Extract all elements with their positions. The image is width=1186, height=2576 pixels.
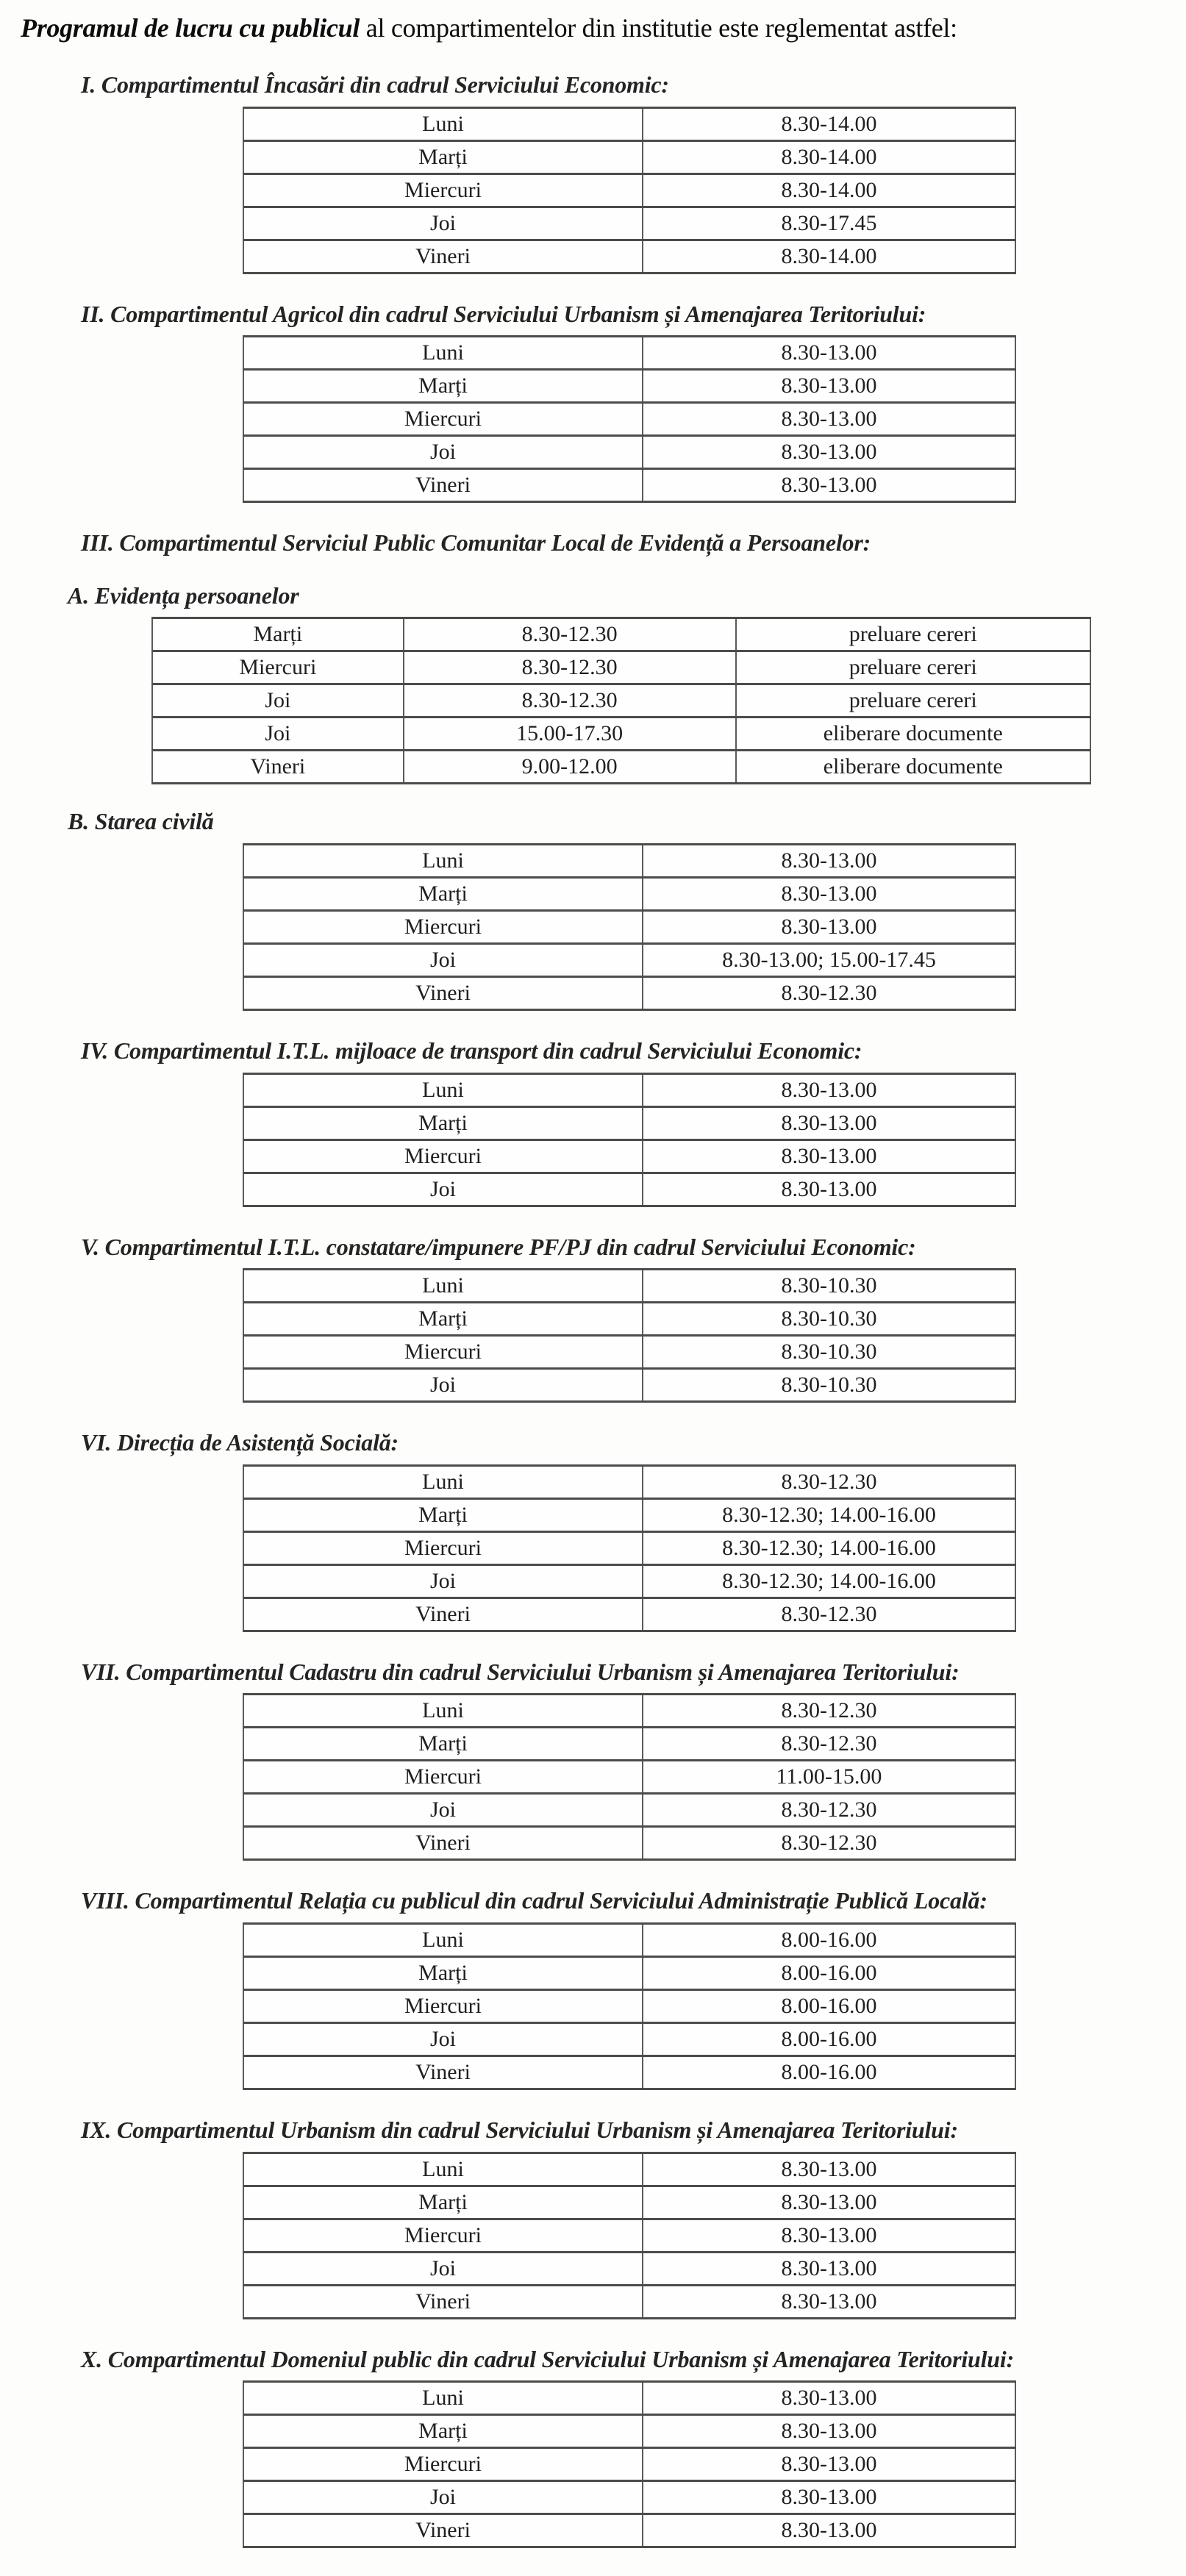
- day-cell: Joi: [243, 2022, 643, 2056]
- day-cell: Joi: [243, 2252, 643, 2285]
- hours-cell: 8.30-13.00: [643, 2448, 1015, 2481]
- schedule-row: [243, 1728, 1015, 1761]
- schedule-row: [243, 2022, 1015, 2056]
- hours-cell: 8.30-12.30; 14.00-16.00: [643, 1498, 1015, 1531]
- section-heading: VII. Compartimentul Cadastru din cadrul Serviciului Urbanism și Amenajarea Teritoriului:: [81, 1658, 960, 1685]
- day-cell: Luni: [243, 1270, 643, 1303]
- schedule-row: [243, 1989, 1015, 2022]
- schedule-table: [243, 107, 1016, 274]
- schedule-table: [243, 2152, 1016, 2319]
- schedule-table: [151, 617, 1091, 784]
- schedule-table: [243, 1922, 1016, 2090]
- hours-cell: 15.00-17.30: [404, 718, 736, 751]
- day-cell: Vineri: [243, 2285, 643, 2318]
- day-cell: Luni: [243, 1465, 643, 1498]
- title-rest: al compartimentelor din institutie este reglementat astfel:: [360, 13, 957, 43]
- hours-cell: 8.30-13.00: [643, 2382, 1015, 2415]
- schedule-row: [243, 877, 1015, 910]
- day-cell: Marți: [152, 618, 404, 651]
- schedule-table: [243, 1693, 1016, 1861]
- schedule-section: [21, 1036, 1164, 1207]
- day-cell: Joi: [243, 1173, 643, 1206]
- day-cell: Miercuri: [243, 1531, 643, 1564]
- day-cell: Marți: [243, 370, 643, 403]
- schedule-table: [243, 843, 1016, 1011]
- schedule-row: [243, 2448, 1015, 2481]
- hours-cell: 8.30-14.00: [643, 140, 1015, 173]
- hours-cell: 8.30-13.00: [643, 2219, 1015, 2252]
- hours-cell: 8.30-13.00: [643, 370, 1015, 403]
- hours-cell: 8.30-13.00: [643, 2285, 1015, 2318]
- schedule-row: [243, 1369, 1015, 1402]
- schedule-row: [243, 1336, 1015, 1369]
- schedule-row: [152, 718, 1090, 751]
- hours-cell: 8.30-14.00: [643, 107, 1015, 140]
- hours-cell: 8.00-16.00: [643, 1923, 1015, 1956]
- day-cell: Vineri: [243, 469, 643, 502]
- hours-cell: 11.00-15.00: [643, 1761, 1015, 1794]
- schedule-row: [243, 1073, 1015, 1106]
- day-cell: Joi: [243, 1369, 643, 1402]
- hours-cell: 8.30-13.00: [643, 910, 1015, 943]
- hours-cell: 8.00-16.00: [643, 2022, 1015, 2056]
- hours-cell: 8.30-13.00: [643, 877, 1015, 910]
- day-cell: Joi: [243, 1794, 643, 1827]
- schedule-row: [243, 436, 1015, 469]
- hours-cell: 8.30-13.00: [643, 337, 1015, 370]
- title-emphasis: Programul de lucru cu publicul: [21, 13, 360, 43]
- hours-cell: 8.30-12.30: [643, 1465, 1015, 1498]
- schedule-row: [243, 844, 1015, 877]
- schedule-section: [21, 1657, 1164, 1861]
- schedule-row: [243, 1923, 1015, 1956]
- day-cell: Luni: [243, 1923, 643, 1956]
- activity-cell: preluare cereri: [736, 651, 1090, 684]
- schedule-row: [243, 1303, 1015, 1336]
- day-cell: Marți: [243, 1303, 643, 1336]
- day-cell: Vineri: [152, 751, 404, 784]
- day-cell: Miercuri: [243, 2448, 643, 2481]
- schedule-section: [21, 70, 1164, 274]
- schedule-row: [152, 651, 1090, 684]
- day-cell: Vineri: [243, 2514, 643, 2547]
- day-cell: Vineri: [243, 2056, 643, 2089]
- schedule-row: [243, 173, 1015, 207]
- day-cell: Luni: [243, 844, 643, 877]
- day-cell: Marți: [243, 2186, 643, 2219]
- schedule-section: [21, 1232, 1164, 1403]
- activity-cell: eliberare documente: [736, 718, 1090, 751]
- hours-cell: 8.30-12.30: [643, 1794, 1015, 1827]
- hours-cell: 8.30-13.00: [643, 1073, 1015, 1106]
- section-heading: IV. Compartimentul I.T.L. mijloace de transport din cadrul Serviciului Economic:: [81, 1037, 862, 1064]
- schedule-row: [243, 1564, 1015, 1598]
- sections-container: [21, 70, 1164, 2548]
- schedule-row: [243, 370, 1015, 403]
- schedule-row: [243, 2285, 1015, 2318]
- schedule-table-body: [243, 1270, 1015, 1402]
- hours-cell: 8.30-10.30: [643, 1303, 1015, 1336]
- section-heading: B. Starea civilă: [68, 808, 214, 835]
- schedule-row: [243, 2481, 1015, 2514]
- schedule-row: [243, 1531, 1015, 1564]
- day-cell: Marți: [243, 1498, 643, 1531]
- schedule-table-body: [243, 107, 1015, 273]
- schedule-row: [243, 1695, 1015, 1728]
- section-heading: X. Compartimentul Domeniul public din cadrul Serviciului Urbanism și Amenajarea Teritoriului:: [81, 2345, 1015, 2372]
- schedule-section: [21, 581, 1164, 785]
- day-cell: Luni: [243, 2153, 643, 2186]
- schedule-section: [21, 528, 1164, 559]
- hours-cell: 8.30-14.00: [643, 240, 1015, 273]
- schedule-table-body: [243, 844, 1015, 1009]
- section-heading: VIII. Compartimentul Relația cu publicul din cadrul Serviciului Administrație Publică Locală:: [81, 1887, 987, 1914]
- schedule-row: [243, 2186, 1015, 2219]
- day-cell: Miercuri: [243, 1989, 643, 2022]
- schedule-table-body: [243, 2153, 1015, 2318]
- schedule-row: [243, 1270, 1015, 1303]
- schedule-table-body: [243, 1695, 1015, 1860]
- hours-cell: 8.30-17.45: [643, 207, 1015, 240]
- day-cell: Luni: [243, 337, 643, 370]
- schedule-row: [152, 618, 1090, 651]
- schedule-row: [243, 1173, 1015, 1206]
- day-cell: Marți: [243, 877, 643, 910]
- schedule-row: [243, 140, 1015, 173]
- schedule-row: [243, 2219, 1015, 2252]
- schedule-row: [243, 2382, 1015, 2415]
- day-cell: Vineri: [243, 1827, 643, 1860]
- hours-cell: 8.30-13.00: [643, 2252, 1015, 2285]
- hours-cell: 8.30-12.30: [404, 651, 736, 684]
- hours-cell: 8.30-12.30: [643, 1598, 1015, 1631]
- section-heading: II. Compartimentul Agricol din cadrul Serviciului Urbanism și Amenajarea Teritoriului:: [81, 300, 926, 327]
- day-cell: Joi: [243, 436, 643, 469]
- section-heading: VI. Direcția de Asistență Socială:: [81, 1429, 399, 1456]
- day-cell: Miercuri: [152, 651, 404, 684]
- schedule-table: [243, 1268, 1016, 1403]
- hours-cell: 8.30-10.30: [643, 1369, 1015, 1402]
- schedule-row: [243, 2514, 1015, 2547]
- section-heading: V. Compartimentul I.T.L. constatare/impunere PF/PJ din cadrul Serviciului Economic:: [81, 1233, 916, 1260]
- schedule-row: [243, 1106, 1015, 1139]
- hours-cell: 8.30-12.30: [643, 976, 1015, 1009]
- schedule-row: [243, 1465, 1015, 1498]
- hours-cell: 8.30-13.00: [643, 436, 1015, 469]
- hours-cell: 8.30-12.30: [643, 1695, 1015, 1728]
- day-cell: Vineri: [243, 976, 643, 1009]
- day-cell: Joi: [243, 943, 643, 976]
- schedule-table: [243, 2380, 1016, 2548]
- day-cell: Marți: [243, 1106, 643, 1139]
- hours-cell: 8.30-13.00: [643, 2514, 1015, 2547]
- day-cell: Luni: [243, 1073, 643, 1106]
- schedule-table: [243, 1464, 1016, 1632]
- schedule-row: [243, 943, 1015, 976]
- schedule-table-body: [243, 337, 1015, 502]
- hours-cell: 8.30-13.00: [643, 403, 1015, 436]
- day-cell: Marți: [243, 140, 643, 173]
- schedule-row: [243, 107, 1015, 140]
- day-cell: Joi: [243, 207, 643, 240]
- day-cell: Marți: [243, 1728, 643, 1761]
- section-heading: I. Compartimentul Încasări din cadrul Serviciului Economic:: [81, 71, 669, 98]
- schedule-row: [243, 1761, 1015, 1794]
- hours-cell: 8.30-12.30: [643, 1827, 1015, 1860]
- day-cell: Joi: [152, 718, 404, 751]
- day-cell: Miercuri: [243, 403, 643, 436]
- hours-cell: 8.30-12.30: [404, 618, 736, 651]
- hours-cell: 8.30-13.00: [643, 1139, 1015, 1173]
- hours-cell: 8.30-12.30; 14.00-16.00: [643, 1531, 1015, 1564]
- day-cell: Miercuri: [243, 910, 643, 943]
- schedule-row: [243, 1827, 1015, 1860]
- day-cell: Vineri: [243, 1598, 643, 1631]
- hours-cell: 8.00-16.00: [643, 2056, 1015, 2089]
- day-cell: Miercuri: [243, 2219, 643, 2252]
- day-cell: Marți: [243, 2415, 643, 2448]
- hours-cell: 8.00-16.00: [643, 1956, 1015, 1989]
- schedule-row: [152, 684, 1090, 718]
- hours-cell: 8.30-13.00: [643, 469, 1015, 502]
- schedule-table-body: [243, 2382, 1015, 2547]
- hours-cell: 9.00-12.00: [404, 751, 736, 784]
- hours-cell: 8.30-13.00: [643, 1106, 1015, 1139]
- schedule-row: [243, 337, 1015, 370]
- day-cell: Luni: [243, 2382, 643, 2415]
- day-cell: Joi: [152, 684, 404, 718]
- hours-cell: 8.30-13.00: [643, 2415, 1015, 2448]
- hours-cell: 8.30-13.00: [643, 2186, 1015, 2219]
- hours-cell: 8.30-10.30: [643, 1336, 1015, 1369]
- schedule-row: [152, 751, 1090, 784]
- activity-cell: eliberare documente: [736, 751, 1090, 784]
- hours-cell: 8.30-12.30; 14.00-16.00: [643, 1564, 1015, 1598]
- schedule-table: [243, 335, 1016, 503]
- day-cell: Marți: [243, 1956, 643, 1989]
- schedule-section: [21, 299, 1164, 504]
- hours-cell: 8.30-13.00; 15.00-17.45: [643, 943, 1015, 976]
- section-heading: III. Compartimentul Serviciul Public Comunitar Local de Evidență a Persoanelor:: [81, 529, 871, 557]
- schedule-row: [243, 1956, 1015, 1989]
- schedule-row: [243, 2153, 1015, 2186]
- day-cell: Miercuri: [243, 173, 643, 207]
- section-heading: A. Evidența persoanelor: [68, 582, 299, 609]
- day-cell: Luni: [243, 1695, 643, 1728]
- schedule-row: [243, 2056, 1015, 2089]
- hours-cell: 8.30-13.00: [643, 2153, 1015, 2186]
- section-heading: IX. Compartimentul Urbanism din cadrul Serviciului Urbanism și Amenajarea Teritoriului:: [81, 2116, 958, 2143]
- activity-cell: preluare cereri: [736, 618, 1090, 651]
- activity-cell: preluare cereri: [736, 684, 1090, 718]
- hours-cell: 8.30-14.00: [643, 173, 1015, 207]
- schedule-row: [243, 976, 1015, 1009]
- schedule-row: [243, 1794, 1015, 1827]
- hours-cell: 8.30-12.30: [643, 1728, 1015, 1761]
- schedule-section: [21, 2344, 1164, 2549]
- schedule-section: [21, 806, 1164, 1011]
- day-cell: Joi: [243, 2481, 643, 2514]
- schedule-table-body: [243, 1465, 1015, 1631]
- hours-cell: 8.00-16.00: [643, 1989, 1015, 2022]
- page-title: [21, 12, 1164, 45]
- hours-cell: 8.30-13.00: [643, 1173, 1015, 1206]
- schedule-table-body: [243, 1073, 1015, 1206]
- schedule-table-body: [152, 618, 1090, 784]
- schedule-row: [243, 2415, 1015, 2448]
- schedule-row: [243, 469, 1015, 502]
- schedule-row: [243, 1498, 1015, 1531]
- schedule-section: [21, 1428, 1164, 1632]
- day-cell: Vineri: [243, 240, 643, 273]
- schedule-row: [243, 1598, 1015, 1631]
- schedule-table-body: [243, 1923, 1015, 2089]
- schedule-row: [243, 207, 1015, 240]
- day-cell: Miercuri: [243, 1139, 643, 1173]
- day-cell: Joi: [243, 1564, 643, 1598]
- schedule-row: [243, 1139, 1015, 1173]
- schedule-section: [21, 1886, 1164, 2090]
- hours-cell: 8.30-12.30: [404, 684, 736, 718]
- day-cell: Miercuri: [243, 1336, 643, 1369]
- schedule-row: [243, 240, 1015, 273]
- schedule-row: [243, 2252, 1015, 2285]
- day-cell: Luni: [243, 107, 643, 140]
- hours-cell: 8.30-13.00: [643, 2481, 1015, 2514]
- day-cell: Miercuri: [243, 1761, 643, 1794]
- schedule-section: [21, 2115, 1164, 2319]
- hours-cell: 8.30-10.30: [643, 1270, 1015, 1303]
- schedule-row: [243, 910, 1015, 943]
- schedule-row: [243, 403, 1015, 436]
- schedule-table: [243, 1073, 1016, 1207]
- hours-cell: 8.30-13.00: [643, 844, 1015, 877]
